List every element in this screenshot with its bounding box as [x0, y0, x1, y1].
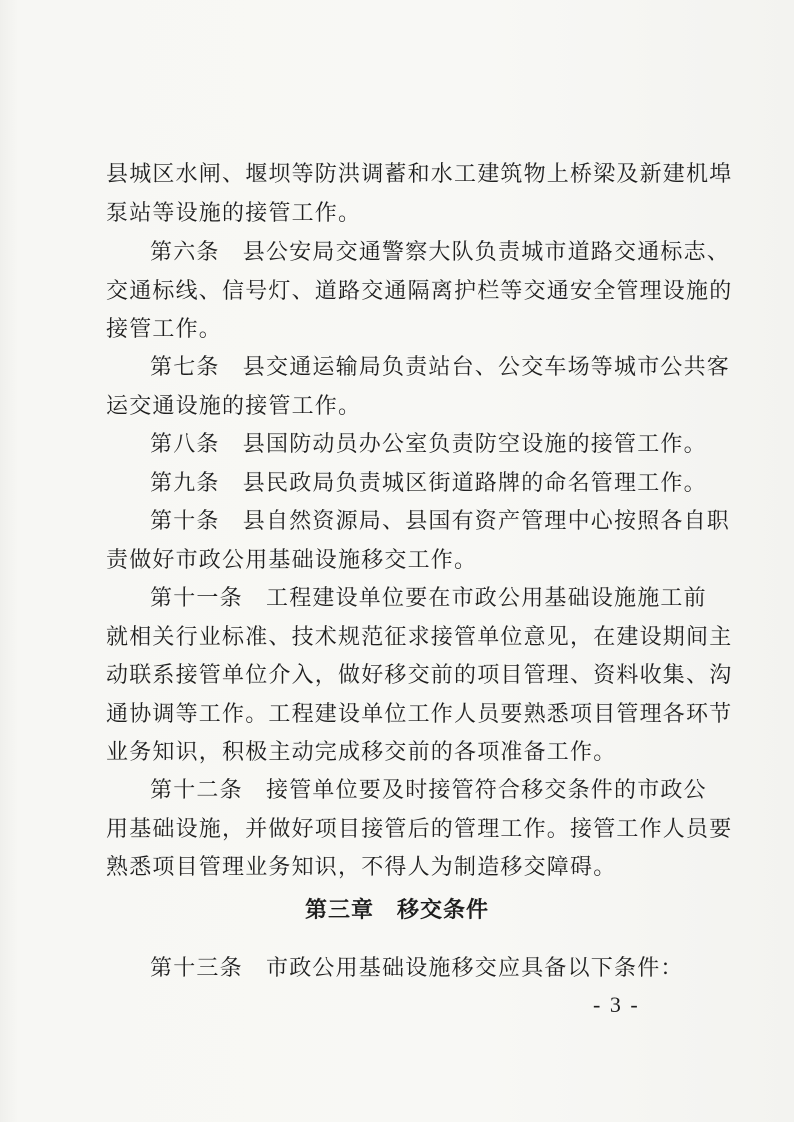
text-line: 第十条 县自然资源局、县国有资产管理中心按照各自职 — [150, 509, 731, 534]
text-line: 责做好市政公用基础设施移交工作。 — [106, 547, 478, 573]
paragraph-article-9 — [106, 465, 707, 504]
paragraph-article-7 — [106, 349, 731, 426]
text-line: 第九条 县民政局负责城区街道路牌的命名管理工作。 — [150, 471, 707, 496]
text-line: 第十三条 市政公用基础设施移交应具备以下条件： — [150, 956, 684, 981]
page-number: - 3 - — [593, 992, 640, 1017]
paragraph-article-6 — [106, 234, 733, 350]
text-line: 动联系接管单位介入，做好移交前的项目管理、资料收集、沟 — [106, 663, 733, 688]
paragraph-article-8 — [106, 426, 707, 465]
text-line: 熟悉项目管理业务知识，不得人为制造移交障碍。 — [106, 855, 617, 880]
paragraph-article-13 — [106, 950, 684, 989]
text-line: 泵站等设施的接管工作。 — [106, 200, 362, 226]
text-line: 接管工作。 — [106, 317, 223, 342]
text-line: 用基础设施，并做好项目接管后的管理工作。接管工作人员要 — [106, 816, 733, 842]
text-line: 第八条 县国防动员办公室负责防空设施的接管工作。 — [150, 432, 707, 457]
text-line: 县城区水闸、堰坝等防洪调蓄和水工建筑物上桥梁及新建机埠 — [106, 162, 733, 187]
text-line: 通协调等工作。工程建设单位工作人员要熟悉项目管理各环节 — [106, 701, 733, 727]
text-line: 交通标线、信号灯、道路交通隔离护栏等交通安全管理设施的 — [106, 278, 733, 304]
text-line: 就相关行业标准、技术规范征求接管单位意见，在建设期间主 — [106, 624, 733, 650]
text-line: 第六条 县公安局交通警察大队负责城市道路交通标志、 — [150, 240, 731, 265]
chapter-heading: 第三章 移交条件 — [304, 898, 489, 923]
text-line: 运交通设施的接管工作。 — [106, 393, 362, 419]
paragraph-article-11 — [106, 580, 733, 773]
text-line: 第十二条 接管单位要及时接管符合移交条件的市政公 — [150, 778, 707, 803]
paragraph-article-10 — [106, 503, 731, 580]
paragraph-article-5-continued — [106, 156, 733, 233]
paragraph-article-12 — [106, 772, 733, 888]
text-line: 第十一条 工程建设单位要在市政公用基础设施施工前 — [150, 586, 707, 611]
text-line: 业务知识，积极主动完成移交前的各项准备工作。 — [106, 740, 617, 765]
text-line: 第七条 县交通运输局负责站台、公交车场等城市公共客 — [150, 355, 731, 380]
